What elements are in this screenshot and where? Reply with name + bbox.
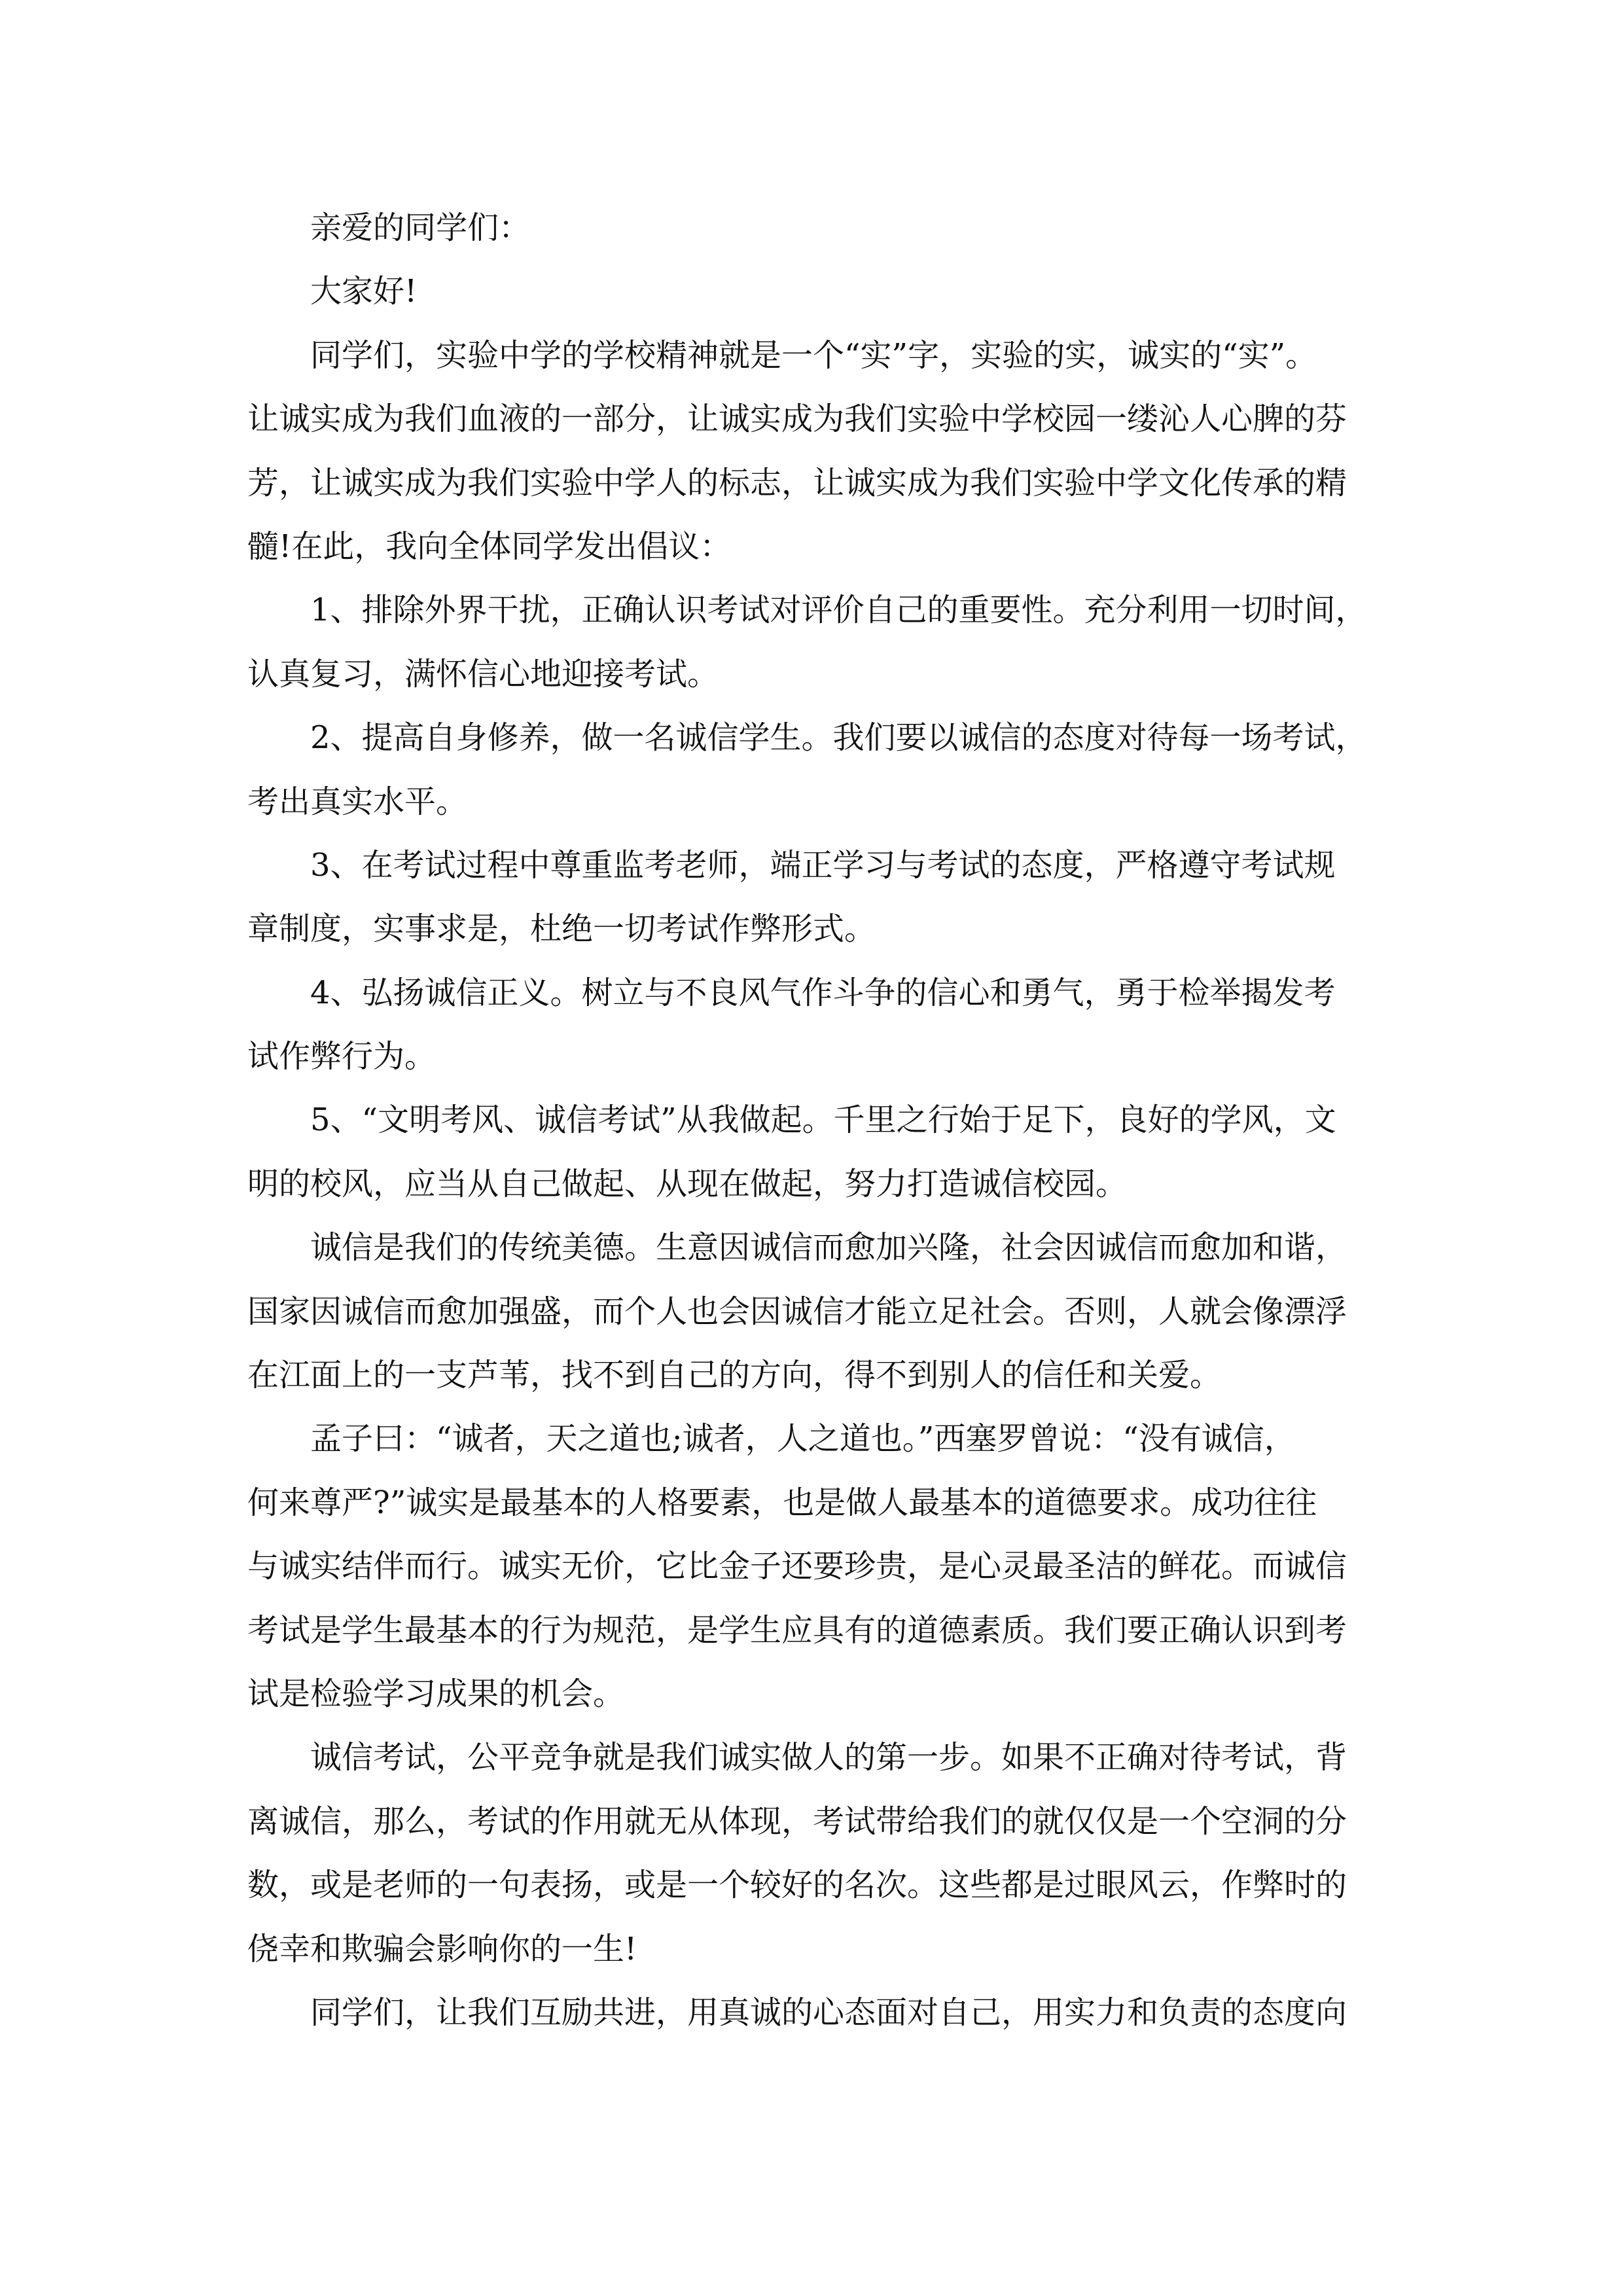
paragraph-first-line: 诚信考试，公平竞争就是我们诚实做人的第一步。如果不正确对待考试，背 [310, 1739, 1347, 1776]
paragraph [247, 196, 1373, 260]
paragraph-line: 考试是学生最基本的行为规范，是学生应具有的道德素质。我们要正确认识到考 [247, 1611, 1347, 1649]
paragraph-line: 考出真实水平。 [247, 783, 468, 820]
paragraph-line: 髓!在此，我向全体同学发出倡议： [247, 528, 732, 565]
paragraph-line: 数，或是老师的一句表扬，或是一个较好的名次。这些都是过眼风云，作弊时的 [247, 1867, 1347, 1904]
paragraph-first-line: 1、排除外界干扰，正确认识考试对评价自己的重要性。充分利用一切时间， [310, 592, 1367, 629]
paragraph-first-line: 诚信是我们的传统美德。生意因诚信而愈加兴隆，社会因诚信而愈加和谐， [310, 1229, 1347, 1266]
paragraph-first-line: 4、弘扬诚信正义。树立与不良风气作斗争的信心和勇气，勇于检举揭发考 [310, 974, 1336, 1011]
paragraph-line: 在江面上的一支芦苇，找不到自己的方向，得不到别人的信任和关爱。 [247, 1357, 1222, 1394]
paragraph [247, 1407, 1373, 1726]
paragraph-line: 何来尊严?”诚实是最基本的人格要素，也是做人最基本的道德要求。成功往往 [247, 1484, 1317, 1521]
paragraph-line: 明的校风，应当从自己做起、从现在做起，努力打造诚信校园。 [247, 1165, 1128, 1202]
paragraph-first-line: 同学们，让我们互励共进，用真诚的心态面对自己，用实力和负责的态度向 [310, 1994, 1347, 2031]
paragraph-first-line: 5、“文明考风、诚信考试”从我做起。千里之行始于足下，良好的学风，文 [310, 1102, 1336, 1139]
paragraph-first-line: 2、提高自身修养，做一名诚信学生。我们要以诚信的态度对待每一场考试， [310, 719, 1367, 757]
paragraph [247, 961, 1373, 1089]
paragraph [247, 260, 1373, 323]
paragraph-line: 离诚信，那么，考试的作用就无从体现，考试带给我们的就仅仅是一个空洞的分 [247, 1803, 1347, 1840]
paragraph [247, 1216, 1373, 1407]
paragraph-line: 章制度，实事求是，杜绝一切考试作弊形式。 [247, 910, 876, 948]
paragraph-first-line: 孟子曰：“诚者，天之道也;诚者，人之道也。”西塞罗曾说：“没有诚信， [310, 1420, 1296, 1458]
paragraph-first-line: 同学们，实验中学的学校精神就是一个“实”字，实验的实，诚实的“实”。 [310, 336, 1317, 374]
paragraph [247, 1981, 1373, 2045]
paragraph-first-line: 3、在考试过程中尊重监考老师，端正学习与考试的态度，严格遵守考试规 [310, 846, 1336, 884]
document-body [247, 196, 1373, 2045]
paragraph [247, 706, 1373, 834]
paragraph-line: 试是检验学习成果的机会。 [247, 1675, 625, 1712]
paragraph-first-line: 大家好! [310, 273, 418, 310]
paragraph [247, 1088, 1373, 1216]
paragraph [247, 579, 1373, 706]
paragraph-line: 试作弊行为。 [247, 1038, 437, 1075]
paragraph-line: 国家因诚信而愈加强盛，而个人也会因诚信才能立足社会。否则，人就会像漂浮 [247, 1293, 1347, 1330]
paragraph [247, 324, 1373, 579]
paragraph [247, 834, 1373, 961]
paragraph [247, 1726, 1373, 1981]
paragraph-line: 与诚实结伴而行。诚实无价，它比金子还要珍贵，是心灵最圣洁的鲜花。而诚信 [247, 1548, 1347, 1585]
paragraph-line: 芳，让诚实成为我们实验中学人的标志，让诚实成为我们实验中学文化传承的精 [247, 464, 1347, 501]
paragraph-line: 认真复习，满怀信心地迎接考试。 [247, 655, 719, 692]
paragraph-first-line: 亲爱的同学们： [310, 209, 531, 246]
paragraph-line: 让诚实成为我们血液的一部分，让诚实成为我们实验中学校园一缕沁人心脾的芬 [247, 401, 1347, 438]
paragraph-line: 侥幸和欺骗会影响你的一生! [247, 1930, 637, 1967]
